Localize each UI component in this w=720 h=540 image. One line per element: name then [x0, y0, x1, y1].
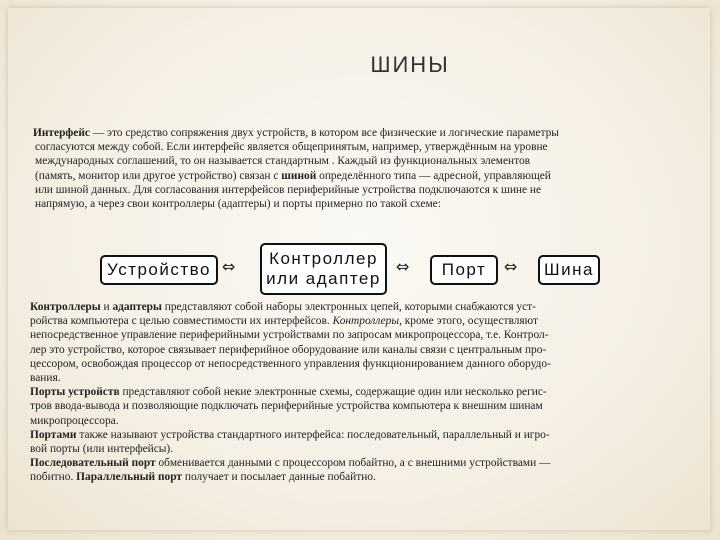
- page-title: ШИНЫ: [370, 52, 450, 77]
- text-line: [33, 126, 681, 140]
- text-line: цессором, освобождая процессор от непосредственного управления функционированием данного оборудо-: [30, 357, 551, 370]
- text-line: или шиной данных. Для согласования интерфейсов периферийные устройства подключаются к шине не: [35, 183, 542, 196]
- text-span: получает и посылает данные побайтно.: [182, 471, 376, 484]
- connection-diagram: [100, 243, 610, 295]
- adapter-label: или адаптер: [266, 269, 381, 288]
- text-span: представляют собой некие электронные схемы, содержащие один или несколько регис-: [119, 386, 547, 399]
- term-controllers-italic: Контроллеры: [332, 315, 400, 328]
- port-box: Порт: [430, 255, 498, 285]
- controller-label: Контроллер: [269, 249, 378, 268]
- text-line: [30, 314, 680, 328]
- text-line: [30, 385, 680, 399]
- term-controllers: Контроллеры: [30, 301, 101, 313]
- text-line: [33, 169, 681, 183]
- interface-definition-paragraph: [33, 126, 681, 211]
- text-span: и: [100, 301, 113, 313]
- text-span: побитно.: [30, 471, 77, 484]
- controller-adapter-box: [260, 243, 387, 295]
- text-line: [30, 428, 680, 442]
- text-line: международных соглашений, то он называется стандартным . Каждый из функциональных элементов: [35, 155, 531, 168]
- bus-box: Шина: [538, 255, 600, 285]
- text-span: (память, монитор или другое устройство) связан с: [35, 169, 282, 182]
- text-line: [30, 300, 680, 314]
- text-span: , кроме этого, осуществляют: [399, 315, 538, 328]
- text-line: тров ввода-вывода и позволяющие подключать периферийные устройства компьютера к внешним шинам: [30, 400, 543, 413]
- text-span: также называют устройства стандартного интерфейса: последовательный, параллельный и игро-: [76, 428, 550, 441]
- text-line: непосредственное управление периферийными устройствами по запросам микропроцессора, т.е. Контрол-: [30, 329, 549, 342]
- term-interface: Интерфейс: [33, 127, 90, 139]
- text-span: ройства компьютера с целью совместимости их интерфейсов.: [30, 315, 333, 328]
- controllers-ports-paragraph: [30, 300, 680, 485]
- text-span: — это средство сопряжения двух устройств, в котором все физические и логические параметры: [89, 127, 559, 139]
- double-arrow-icon: ⇔: [396, 257, 410, 276]
- double-arrow-icon: ⇔: [504, 257, 518, 276]
- text-line: согласуются между собой. Если интерфейс является общепринятым, например, утверждённым на уровне: [35, 141, 548, 154]
- text-span: определённого типа — адресной, управляющей: [316, 169, 551, 182]
- text-line: вой порты (или интерфейсы).: [30, 443, 174, 456]
- term-adapters: адаптеры: [112, 301, 162, 313]
- text-line: лер это устройство, которое связывает периферийное оборудование или каналы связи с центральным про-: [30, 343, 547, 356]
- text-line: напрямую, а через свои контроллеры (адаптеры) и порты примерно по такой схеме:: [35, 198, 441, 211]
- double-arrow-icon: ⇔: [222, 257, 236, 276]
- text-line: [30, 456, 680, 470]
- term-device-ports: Порты устройств: [30, 386, 120, 399]
- text-span: обменивается данными с процессором побайтно, а с внешними устройствами —: [155, 457, 551, 470]
- device-box: Устройство: [100, 255, 218, 285]
- term-parallel-port: Параллельный порт: [76, 471, 182, 484]
- text-line: вания.: [30, 372, 61, 385]
- term-bus: шиной: [281, 169, 317, 182]
- term-serial-port: Последовательный порт: [30, 457, 156, 470]
- term-ports: Портами: [30, 428, 77, 441]
- text-line: [30, 470, 680, 484]
- text-line: микропроцессора.: [30, 414, 119, 427]
- text-span: представляют собой наборы электронных цепей, которыми снабжаются уст-: [161, 301, 536, 313]
